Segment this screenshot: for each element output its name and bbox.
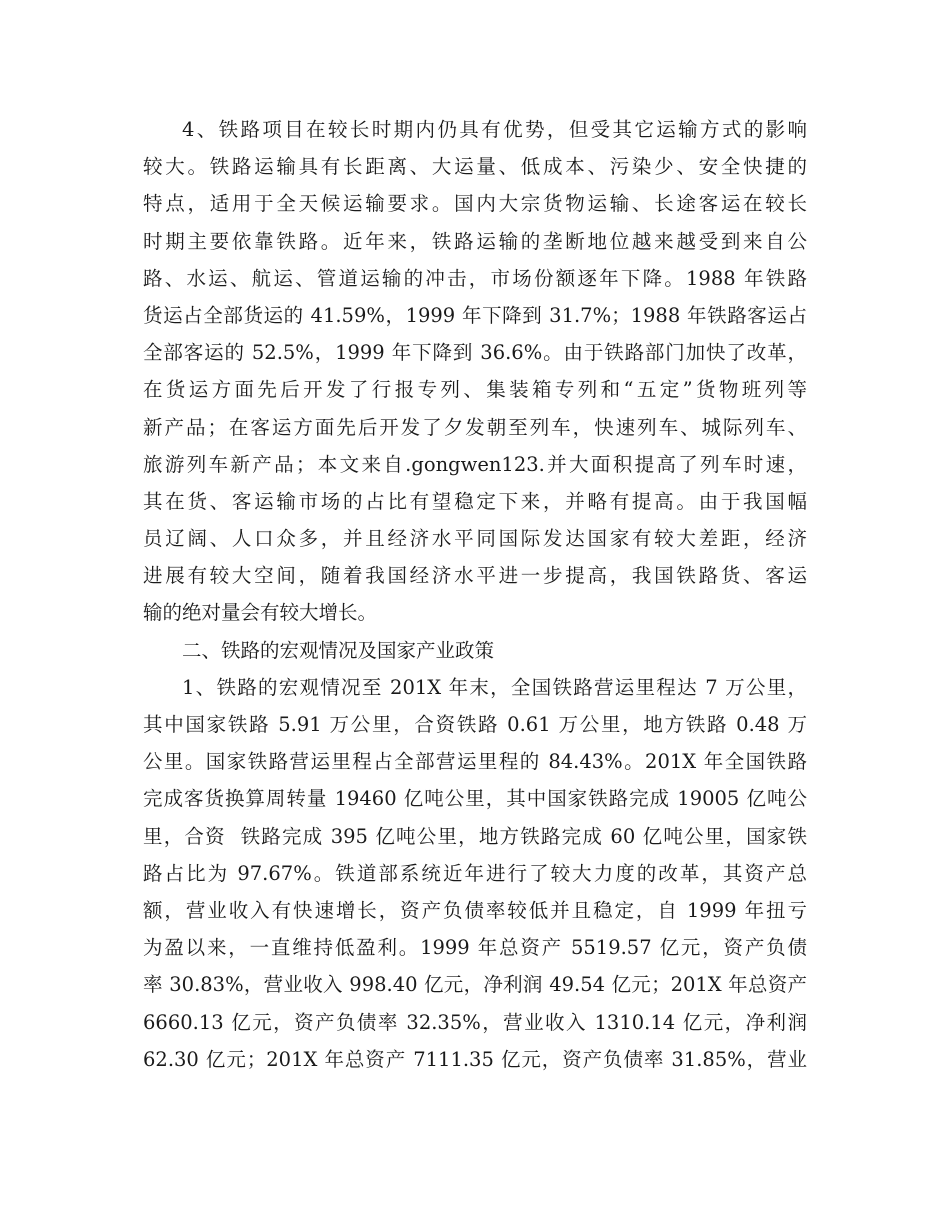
text-line: 率 30.83%，营业收入 998.40 亿元，净利润 49.54 亿元；201X 年总资产 — [143, 973, 807, 997]
text-line: 4、铁路项目在较长时期内仍具有优势，但受其它运输方式的影响 — [182, 118, 807, 141]
text-line: 路、水运、航运、管道运输的冲击，市场份额逐年下降。1988 年铁路 — [143, 266, 807, 290]
text-line: 里，合资 铁路完成 395 亿吨公里，地方铁路完成 60 亿吨公里，国家铁 — [143, 824, 807, 848]
text-line: 公里。国家铁路营运里程占全部营运里程的 84.43%。201X 年全国铁路 — [143, 750, 807, 774]
text-line: 其在货、客运输市场的占比有望稳定下来，并略有提高。由于我国幅 — [143, 489, 807, 513]
section-heading: 二、铁路的宏观情况及国家产业政策 — [182, 638, 495, 662]
text-line: 时期主要依靠铁路。近年来，铁路运输的垄断地位越来越受到来自公 — [143, 229, 807, 253]
text-line: 员辽阔、人口众多，并且经济水平同国际发达国家有较大差距，经济 — [143, 527, 807, 551]
body-text — [143, 111, 807, 1078]
text-line: 6660.13 亿元，资产负债率 32.35%，营业收入 1310.14 亿元，净利润 — [143, 1010, 807, 1034]
text-line: 输的绝对量会有较大增长。 — [143, 601, 378, 625]
text-line: 旅游列车新产品；本文来自.gongwen123.并大面积提高了列车时速， — [143, 452, 807, 476]
text-line: 其中国家铁路 5.91 万公里，合资铁路 0.61 万公里，地方铁路 0.48 万 — [143, 713, 807, 736]
text-line: 新产品；在客运方面先后开发了夕发朝至列车，快速列车、城际列车、 — [143, 415, 807, 439]
text-line: 进展有较大空间，随着我国经济水平进一步提高，我国铁路货、客运 — [143, 564, 807, 588]
text-line: 62.30 亿元；201X 年总资产 7111.35 亿元，资产负债率 31.85%，营业 — [143, 1047, 807, 1071]
text-line: 完成客货换算周转量 19460 亿吨公里，其中国家铁路完成 19005 亿吨公 — [143, 787, 807, 811]
text-line: 较大。铁路运输具有长距离、大运量、低成本、污染少、安全快捷的 — [143, 155, 807, 179]
text-line: 全部客运的 52.5%，1999 年下降到 36.6%。由于铁路部门加快了改革， — [143, 341, 807, 365]
text-line: 特点，适用于全天候运输要求。国内大宗货物运输、长途客运在较长 — [143, 192, 807, 216]
text-line: 货运占全部货运的 41.59%，1999 年下降到 31.7%；1988 年铁路客运占 — [143, 303, 807, 327]
text-line: 为盈以来，一直维持低盈利。1999 年总资产 5519.57 亿元，资产负债 — [143, 936, 807, 960]
text-line: 路占比为 97.67%。铁道部系统近年进行了较大力度的改革，其资产总 — [143, 861, 807, 885]
text-line: 1、铁路的宏观情况至 201X 年末，全国铁路营运里程达 7 万公里， — [182, 675, 807, 699]
text-line: 在货运方面先后开发了行报专列、集装箱专列和“五定”货物班列等 — [143, 378, 807, 402]
text-line: 额，营业收入有快速增长，资产负债率较低并且稳定，自 1999 年扭亏 — [143, 898, 807, 922]
